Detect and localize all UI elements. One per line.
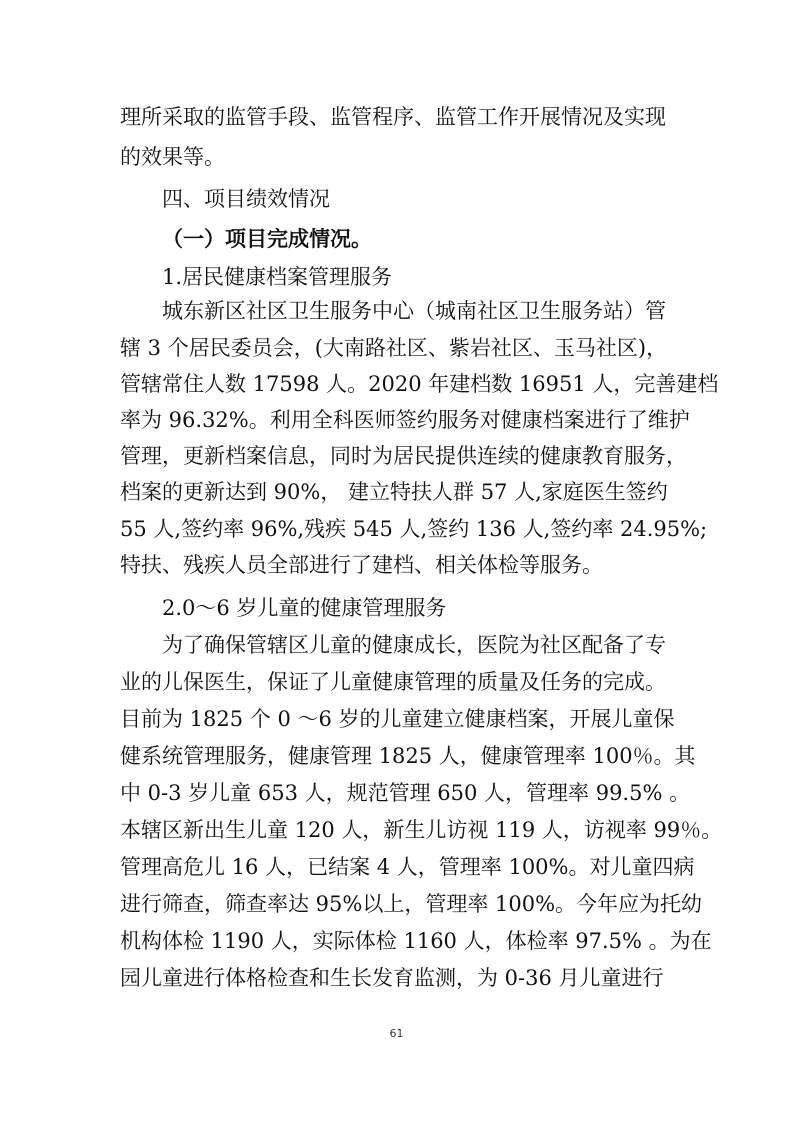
paragraph-line: 健系统管理服务，健康管理 1825 人，健康管理率 100％。其: [120, 744, 696, 768]
paragraph-line: 率为 96.32%。利用全科医师签约服务对健康档案进行了维护: [120, 408, 690, 432]
paragraph-line: 为了确保管辖区儿童的健康成长，医院为社区配备了专: [162, 633, 666, 657]
item-title-health-records: 1.居民健康档案管理服务: [162, 265, 393, 289]
paragraph-line: 55 人,签约率 96%,残疾 545 人,签约 136 人,签约率 24.95%;: [120, 517, 708, 541]
paragraph-line: 本辖区新出生儿童 120 人，新生儿访视 119 人，访视率 99％。: [120, 818, 723, 842]
paragraph-line: 管辖常住人数 17598 人。2020 年建档数 16951 人，完善建档: [120, 372, 719, 396]
paragraph-line: 管理，更新档案信息，同时为居民提供连续的健康教育服务，: [120, 444, 687, 468]
body-line: 理所采取的监管手段、监管程序、监管工作开展情况及实现: [120, 105, 666, 129]
page-number: 61: [389, 1027, 404, 1040]
body-line: 的效果等。: [120, 145, 225, 169]
paragraph-line: 管理高危儿 16 人，已结案 4 人，管理率 100%。对儿童四病: [120, 855, 695, 879]
subsection-heading-completion: （一）项目完成情况。: [162, 227, 372, 251]
paragraph-line: 业的儿保医生，保证了儿童健康管理的质量及任务的完成。: [120, 670, 666, 694]
paragraph-line: 进行筛查，筛查率达 95%以上，管理率 100%。今年应为托幼: [120, 892, 703, 916]
paragraph-line: 机构体检 1190 人，实际体检 1160 人，体检率 97.5% 。为在: [120, 929, 712, 953]
paragraph-line: 特扶、残疾人员全部进行了建档、相关体检等服务。: [120, 553, 603, 577]
item-title-child-health: 2.0～6 岁儿童的健康管理服务: [162, 596, 447, 620]
paragraph-line: 中 0-3 岁儿童 653 人，规范管理 650 人，管理率 99.5% 。: [120, 781, 691, 805]
paragraph-line: 城东新区社区卫生服务中心（城南社区卫生服务站）管: [162, 299, 666, 323]
paragraph-line: 档案的更新达到 90%， 建立特扶人群 57 人,家庭医生签约: [120, 480, 668, 504]
section-heading-performance: 四、项目绩效情况: [162, 187, 330, 211]
paragraph-line: 目前为 1825 个 0 ～6 岁的儿童建立健康档案，开展儿童保: [120, 707, 675, 731]
paragraph-line: 辖 3 个居民委员会，(大南路社区、紫岩社区、玉马社区)，: [120, 336, 668, 360]
paragraph-line: 园儿童进行体格检查和生长发育监测，为 0-36 月儿童进行: [120, 966, 664, 990]
